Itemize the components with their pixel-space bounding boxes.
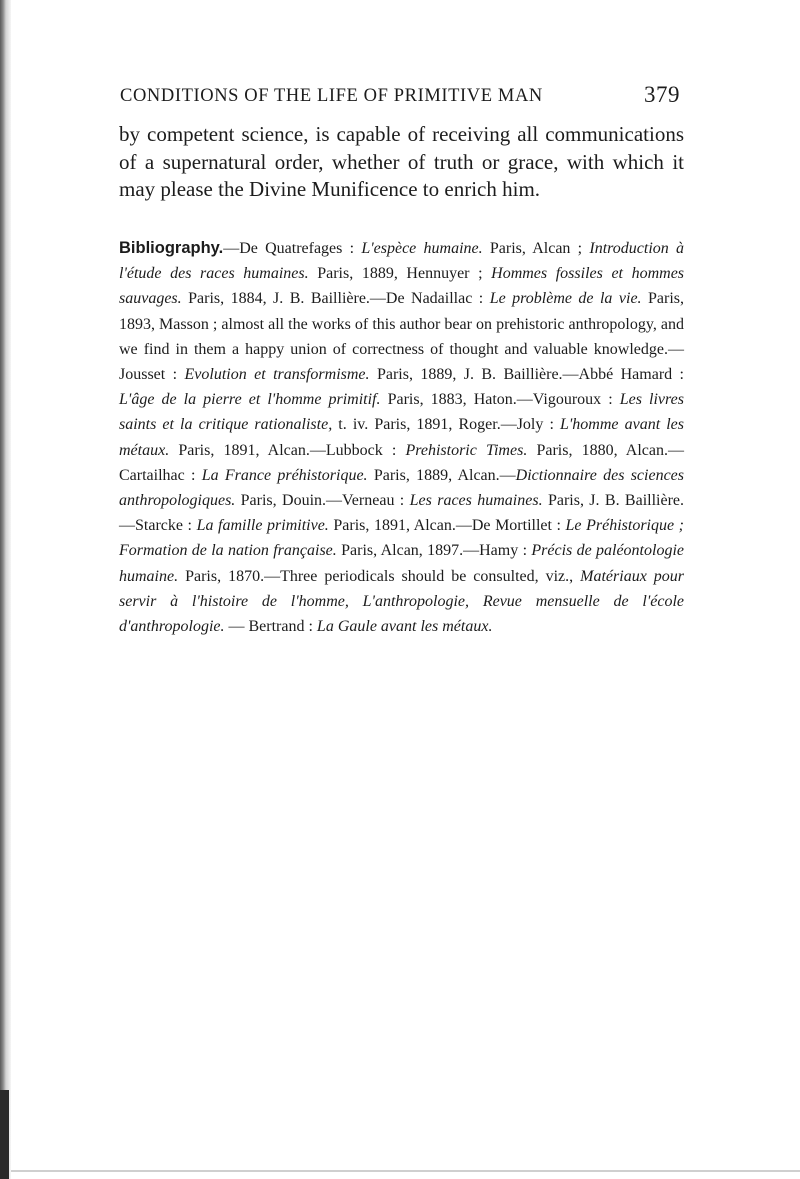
citation-title: Précis de paléontologie humaine. — [119, 542, 684, 585]
page-bottom-edge — [11, 1170, 800, 1172]
citation-text: —De Quatrefages : — [223, 240, 362, 257]
citation-title: Introduction à l'étude des races humaines. — [119, 240, 684, 283]
citation-title: L'espèce humaine. — [361, 240, 483, 257]
running-title: CONDITIONS OF THE LIFE OF PRIMITIVE MAN — [120, 86, 543, 106]
citation-title: Matériaux pour servir à l'histoire de l'homme, L'anthropologie, Revue mensuelle de l'école d'anthropologie. — [119, 567, 685, 636]
citation-title: Prehistoric Times. — [405, 441, 528, 459]
citation-text: Paris, 1889, Alcan.— — [367, 466, 516, 484]
citation-title: La France préhistorique. — [201, 466, 368, 484]
citation-title: La Gaule avant les métaux. — [316, 618, 493, 636]
citation-title: Hommes fossiles et hommes sauvages. — [119, 265, 685, 308]
binding-mark — [0, 1090, 9, 1179]
page-number: 379 — [644, 82, 680, 107]
book-spine-shadow — [0, 0, 11, 1179]
citation-title: L'homme avant les métaux. — [119, 416, 684, 459]
citation-title: L'âge de la pierre et l'homme primitif. — [119, 391, 381, 409]
citation-text: Paris, 1891, Alcan.—De Mortillet : — [328, 517, 566, 535]
citation-text: Paris, Alcan, 1897.—Hamy : — [336, 542, 532, 560]
citation-title: Les races humaines. — [409, 492, 543, 510]
citation-text: Paris, 1883, Haton.—Vigouroux : — [380, 391, 620, 409]
citation-text: Paris, 1884, J. B. Baillière.—De Nadaillac : — [181, 290, 490, 308]
citation-text: t. iv. Paris, 1891, Roger.—Joly : — [332, 416, 560, 434]
citation-text: Paris, Alcan ; — [482, 240, 590, 257]
citation-title: Evolution et transformisme. — [184, 366, 370, 384]
citation-title: Dictionnaire des sciences anthropologiques. — [119, 466, 684, 510]
citation-text: Paris, 1889, J. B. Baillière.—Abbé Hamard : — [369, 366, 685, 384]
body-paragraph: by competent science, is capable of receiving all communications of a supernatural order, whether of truth or grace, with which it may please the Divine Munificence to enrich him. — [119, 122, 684, 201]
citation-text: Paris, J. B. Baillière.—Starcke : — [119, 492, 685, 535]
citation-title: Le Préhistorique ; Formation de la nation française. — [119, 517, 684, 560]
citation-text: Paris, 1880, Alcan.—Cartailhac : — [119, 441, 685, 484]
citation-text: Paris, Douin.—Verneau : — [235, 492, 410, 510]
running-header — [120, 82, 680, 107]
citation-title: La famille primitive. — [196, 517, 329, 535]
citation-text: Paris, 1891, Alcan.—Lubbock : — [169, 441, 406, 459]
bibliography-heading: Bibliography. — [119, 239, 224, 257]
citation-title: Le problème de la vie. — [489, 290, 642, 308]
citation-text: — Bertrand : — [224, 618, 317, 636]
citation-text: Paris, 1893, Masson ; almost all the works of this author bear on prehistoric anthropology, and we find in them a happy union of correctness of thought and valuable knowledge.—Jousset : — [119, 290, 685, 384]
citation-text: Paris, 1870.—Three periodicals should be consulted, viz., — [178, 567, 581, 585]
bibliography-paragraph — [119, 236, 684, 639]
citation-text: Paris, 1889, Hennuyer ; — [308, 265, 492, 283]
citation-title: Les livres saints et la critique rationaliste, — [119, 391, 684, 434]
